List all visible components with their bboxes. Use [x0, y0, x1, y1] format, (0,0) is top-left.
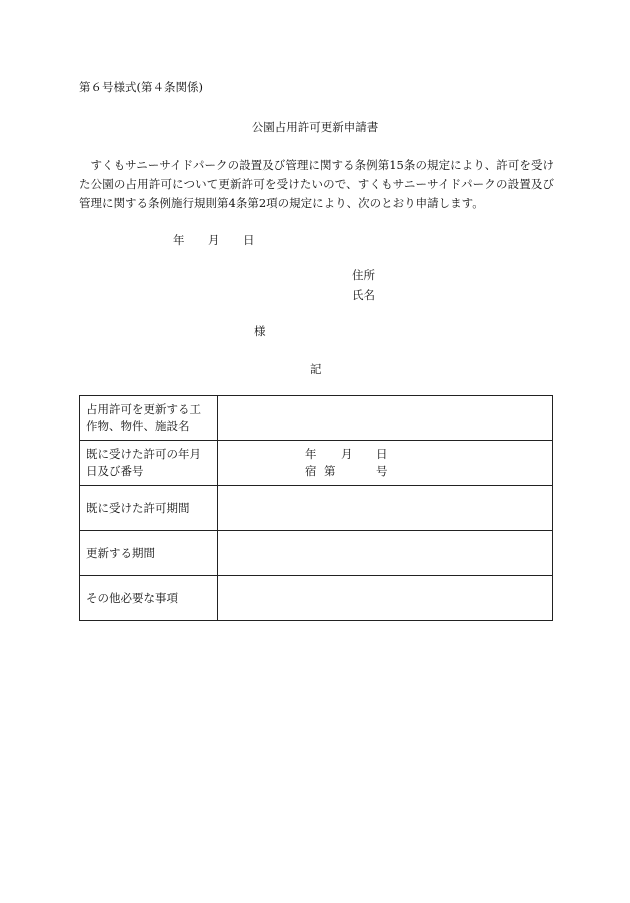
- addressee-suffix: 様: [254, 324, 266, 338]
- row-label-other: その他必要な事項: [80, 576, 218, 621]
- row-value-previous-permit[interactable]: [218, 441, 553, 486]
- row-value-renewal-period[interactable]: [218, 531, 553, 576]
- form-number-label: 第６号様式(第４条関係): [79, 80, 203, 94]
- table-row: [80, 531, 553, 576]
- applicant-address-label: 住所: [352, 268, 375, 282]
- application-body-text: すくもサニーサイドパークの設置及び管理に関する条例第15条の規定により、許可を受けた公園の占用許可について更新許可を受けたいので、すくもサニーサイドパークの設置及び管理に関する条例施行規則第4条第2項の規定により、次のとおり申請します。: [79, 158, 554, 210]
- row-value-previous-period[interactable]: [218, 486, 553, 531]
- ki-heading: 記: [310, 362, 322, 376]
- table-row: [80, 576, 553, 621]
- row-value-facility[interactable]: [218, 396, 553, 441]
- table-row: [80, 396, 553, 441]
- row-label-previous-period: 既に受けた許可期間: [80, 486, 218, 531]
- permit-date-number-grid: [224, 445, 546, 481]
- row-value-other[interactable]: [218, 576, 553, 621]
- application-form-table: [79, 395, 553, 621]
- date-month-label: 月: [208, 233, 220, 247]
- date-day-label: 日: [243, 233, 255, 247]
- permit-go-label: 号: [376, 464, 388, 478]
- page-title: 公園占用許可更新申請書: [251, 120, 379, 134]
- applicant-name-label: 氏名: [352, 288, 375, 302]
- row-label-facility: 占用許可を更新する工作物、物件、施設名: [80, 396, 218, 441]
- permit-year-label: 年: [305, 447, 317, 461]
- table-row: [80, 441, 553, 486]
- table-row: [80, 486, 553, 531]
- row-label-renewal-period: 更新する期間: [80, 531, 218, 576]
- permit-month-label: 月: [341, 447, 353, 461]
- permit-prefix-label: 宿: [305, 464, 317, 478]
- date-year-label: 年: [173, 233, 185, 247]
- row-label-previous-permit: 既に受けた許可の年月日及び番号: [80, 441, 218, 486]
- permit-day-label: 日: [376, 447, 388, 461]
- permit-dai-label: 第: [324, 464, 336, 478]
